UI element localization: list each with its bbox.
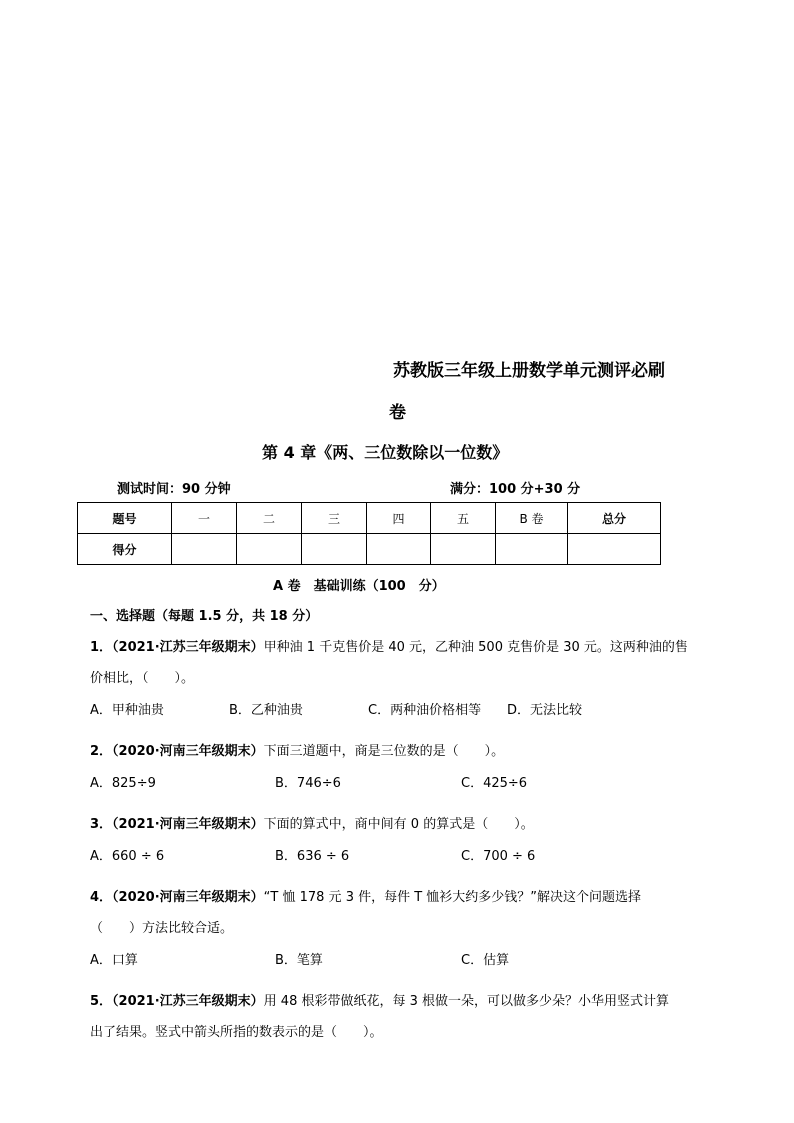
option-b[interactable]: B．636 ÷ 6 — [275, 849, 350, 864]
header-cell: 二 — [237, 503, 302, 534]
doc-title-line1: 苏教版三年级上册数学单元测评必刷 — [393, 361, 665, 381]
question-2-line1 — [90, 740, 504, 759]
header-cell: 三 — [302, 503, 367, 534]
full-score: 满分：100 分+30 分 — [450, 482, 581, 497]
header-cell: 题号 — [78, 503, 172, 534]
question-number: 2． — [90, 744, 113, 759]
header-cell: 五 — [431, 503, 496, 534]
header-cell: 四 — [367, 503, 431, 534]
question-text: 甲种油 1 千克售价是 40 元，乙种油 500 克售价是 30 元。这两种油的售 — [263, 640, 688, 655]
section-a-heading: A 卷 基础训练（100 分） — [273, 579, 445, 594]
question-source: （2020·河南三年级期末） — [112, 890, 264, 905]
option-a[interactable]: A．660 ÷ 6 — [90, 849, 165, 864]
question-5-line2: 出了结果。竖式中箭头所指的数表示的是（ ）。 — [90, 1025, 383, 1040]
option-c[interactable]: C．估算 — [461, 953, 510, 968]
option-a[interactable]: A．825÷9 — [90, 776, 156, 791]
score-cell[interactable] — [172, 534, 237, 565]
score-cell[interactable] — [496, 534, 568, 565]
question-text: “T 恤 178 元 3 件，每件 T 恤衫大约多少钱？”解决这个问题选择 — [263, 890, 642, 905]
score-cell[interactable] — [568, 534, 661, 565]
question-text: 下面的算式中，商中间有 0 的算式是（ ）。 — [263, 817, 534, 832]
option-a[interactable]: A．甲种油贵 — [90, 703, 164, 718]
option-a[interactable]: A．口算 — [90, 953, 138, 968]
test-time: 测试时间：90 分钟 — [117, 482, 231, 497]
question-text: 用 48 根彩带做纸花，每 3 根做一朵，可以做多少朵？小华用竖式计算 — [263, 994, 670, 1009]
chapter-title: 第 4 章《两、三位数除以一位数》 — [262, 443, 509, 462]
question-number: 1． — [90, 640, 113, 655]
question-number: 5． — [90, 994, 113, 1009]
header-cell: 总分 — [568, 503, 661, 534]
score-cell[interactable] — [237, 534, 302, 565]
score-cell[interactable] — [431, 534, 496, 565]
question-1-line1 — [90, 636, 688, 655]
question-text: 下面三道题中，商是三位数的是（ ）。 — [263, 744, 505, 759]
option-c[interactable]: C．两种油价格相等 — [368, 703, 482, 718]
option-b[interactable]: B．乙种油贵 — [229, 703, 303, 718]
header-cell: B 卷 — [496, 503, 568, 534]
option-b[interactable]: B．笔算 — [275, 953, 323, 968]
question-source: （2021·江苏三年级期末） — [112, 640, 264, 655]
option-b[interactable]: B．746÷6 — [275, 776, 341, 791]
score-label-cell: 得分 — [78, 534, 172, 565]
option-d[interactable]: D．无法比较 — [507, 703, 583, 718]
question-3-line1 — [90, 813, 534, 832]
question-source: （2021·河南三年级期末） — [112, 817, 264, 832]
score-cell[interactable] — [367, 534, 431, 565]
header-cell: 一 — [172, 503, 237, 534]
question-4-line2: （ ）方法比较合适。 — [90, 921, 234, 936]
doc-title-line2: 卷 — [389, 403, 406, 423]
score-cell[interactable] — [302, 534, 367, 565]
score-table-header-row — [78, 503, 661, 534]
question-source: （2021·江苏三年级期末） — [112, 994, 264, 1009]
question-1-line2: 价相比，（ ）。 — [90, 671, 195, 686]
question-source: （2020·河南三年级期末） — [112, 744, 264, 759]
question-number: 3． — [90, 817, 113, 832]
question-number: 4． — [90, 890, 113, 905]
option-c[interactable]: C．700 ÷ 6 — [461, 849, 536, 864]
score-table-score-row — [78, 534, 661, 565]
score-table — [77, 502, 661, 565]
part1-heading: 一、选择题（每题 1.5 分，共 18 分） — [90, 609, 319, 624]
question-5-line1 — [90, 990, 669, 1009]
question-4-line1 — [90, 886, 641, 905]
option-c[interactable]: C．425÷6 — [461, 776, 528, 791]
